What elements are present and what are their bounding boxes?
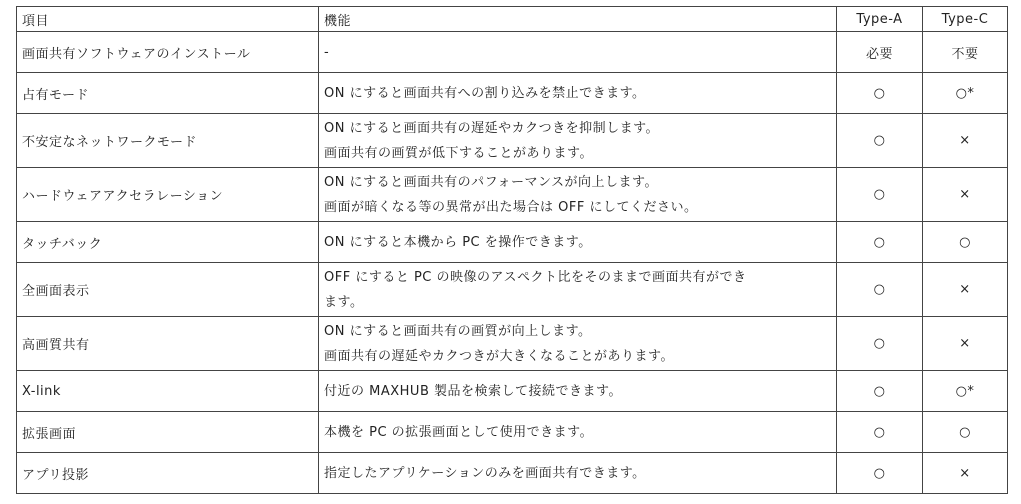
table-row [17,32,1008,73]
table-header-row [17,7,1008,32]
header-item: 項目 [17,7,319,32]
row-type-a: ○ [837,222,923,263]
row-item: 画面共有ソフトウェアのインストール [17,32,319,73]
table-row [17,263,1008,317]
table-row [17,168,1008,222]
row-type-a: ○ [837,73,923,114]
row-function [319,32,837,73]
row-type-c: ○ [923,222,1008,263]
row-item: X-link [17,371,319,412]
function-line: ます。 [324,294,364,310]
row-type-a: ○ [837,412,923,453]
row-item: 占有モード [17,73,319,114]
row-type-c: × [923,263,1008,317]
table-row [17,222,1008,263]
function-line: 指定したアプリケーションのみを画面共有できます。 [324,465,646,481]
header-type-a: Type-A [837,7,923,32]
function-line: - [324,44,330,60]
function-line: ON にすると画面共有のパフォーマンスが向上します。 [324,174,659,190]
row-type-c: × [923,453,1008,494]
function-line: ON にすると画面共有への割り込みを禁止できます。 [324,85,646,101]
function-line: 付近の MAXHUB 製品を検索して接続できます。 [324,383,622,399]
row-function [319,371,837,412]
row-item: タッチバック [17,222,319,263]
row-item: ハードウェアアクセラレーション [17,168,319,222]
row-type-a: 必要 [837,32,923,73]
function-line: 本機を PC の拡張画面として使用できます。 [324,424,594,440]
row-type-a: ○ [837,114,923,168]
row-type-c: × [923,317,1008,371]
row-function [319,263,837,317]
function-line: ON にすると画面共有の画質が向上します。 [324,323,592,339]
table-row [17,371,1008,412]
row-function [319,114,837,168]
header-function: 機能 [319,7,837,32]
header-type-c: Type-C [923,7,1008,32]
table-row [17,317,1008,371]
row-function [319,412,837,453]
row-type-a: ○ [837,453,923,494]
table-row [17,114,1008,168]
table-row [17,412,1008,453]
function-line: 画面共有の遅延やカクつきが大きくなることがあります。 [324,348,674,364]
function-line: OFF にすると PC の映像のアスペクト比をそのままで画面共有ができ [324,269,747,285]
row-type-a: ○ [837,168,923,222]
row-type-c: 不要 [923,32,1008,73]
row-function [319,222,837,263]
function-line: ON にすると画面共有の遅延やカクつきを抑制します。 [324,120,660,136]
table-row [17,453,1008,494]
function-line: 画面共有の画質が低下することがあります。 [324,145,593,161]
row-type-c: × [923,168,1008,222]
table-row [17,73,1008,114]
row-type-c: × [923,114,1008,168]
row-item: 全画面表示 [17,263,319,317]
feature-comparison-table [16,6,1008,494]
row-item: 高画質共有 [17,317,319,371]
row-type-c: ○ [923,412,1008,453]
row-item: 不安定なネットワークモード [17,114,319,168]
row-function [319,168,837,222]
row-item: アプリ投影 [17,453,319,494]
row-type-c: ○* [923,371,1008,412]
function-line: 画面が暗くなる等の異常が出た場合は OFF にしてください。 [324,199,698,215]
row-function [319,317,837,371]
row-type-a: ○ [837,317,923,371]
row-type-c: ○* [923,73,1008,114]
row-function [319,73,837,114]
row-function [319,453,837,494]
row-type-a: ○ [837,371,923,412]
row-item: 拡張画面 [17,412,319,453]
function-line: ON にすると本機から PC を操作できます。 [324,234,592,250]
row-type-a: ○ [837,263,923,317]
